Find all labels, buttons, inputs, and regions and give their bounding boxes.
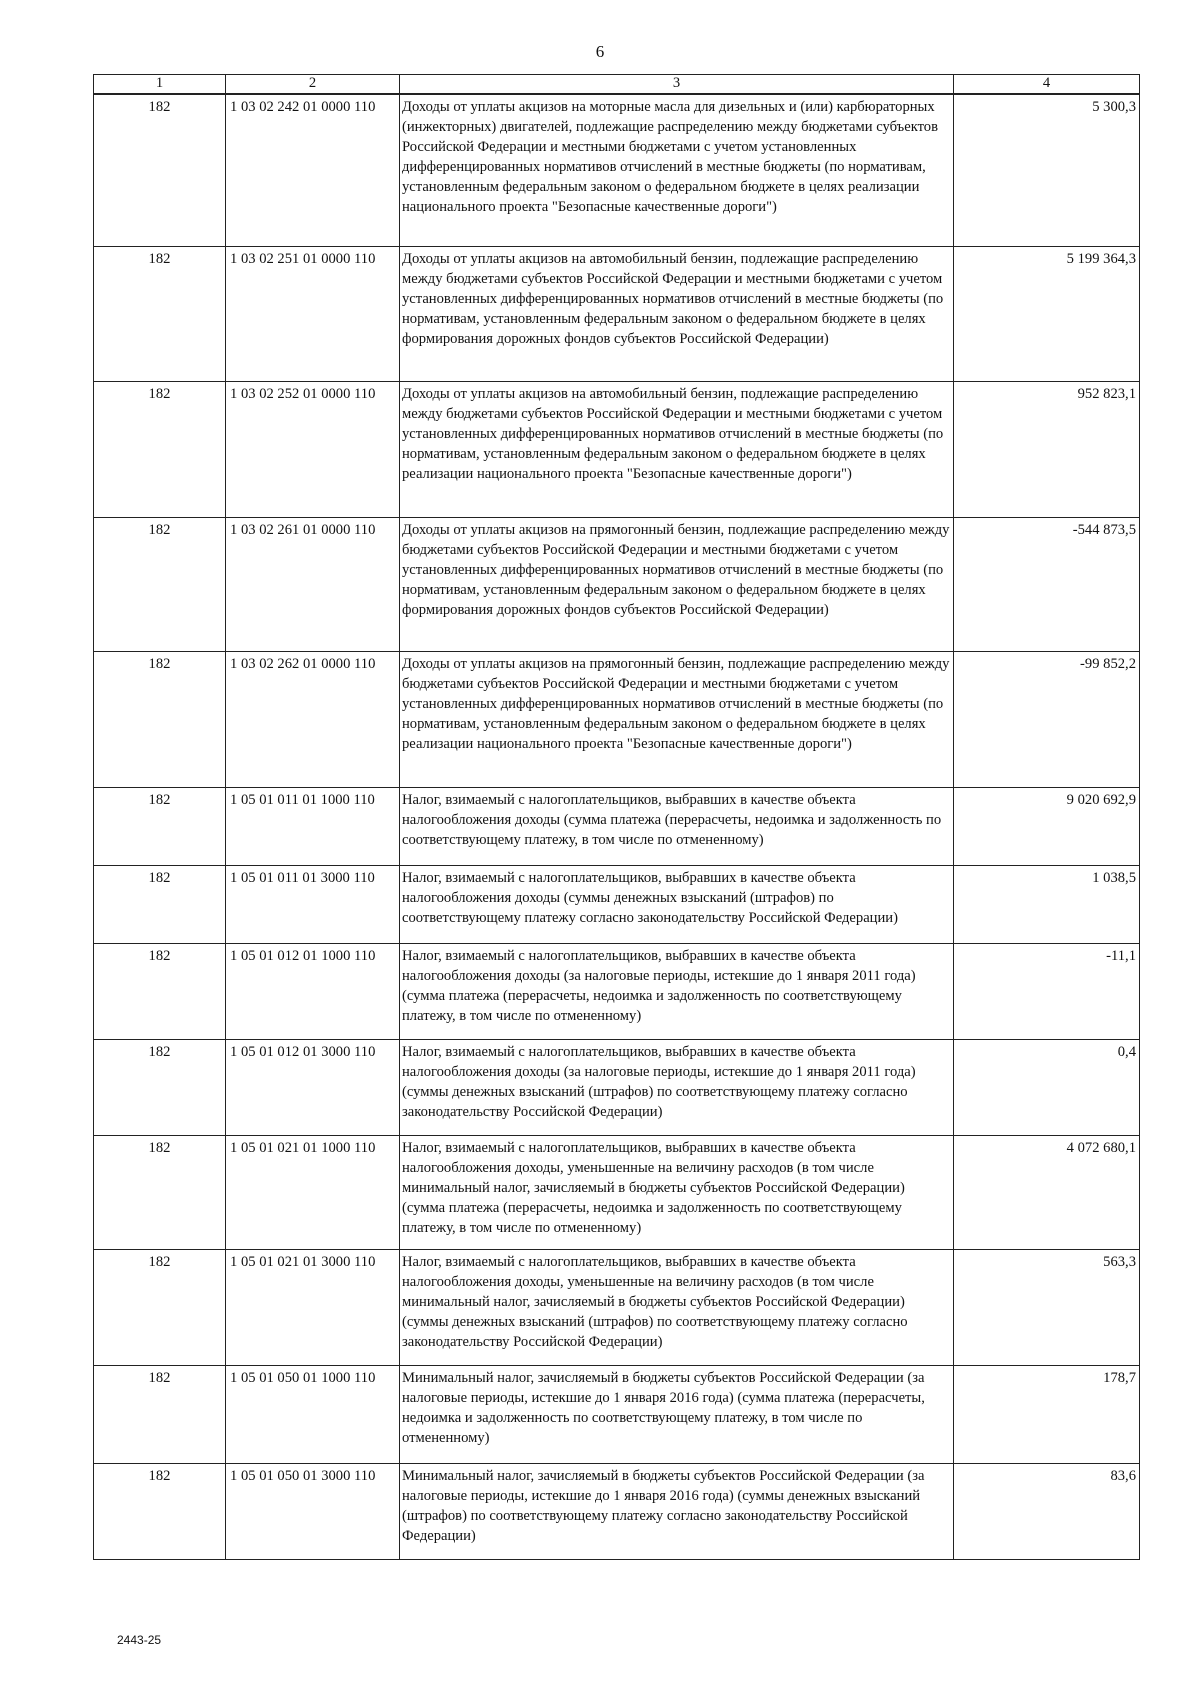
amount-cell: 5 300,3: [954, 94, 1140, 246]
document-code: 2443-25: [117, 1633, 162, 1647]
amount-cell: 5 199 364,3: [954, 246, 1140, 381]
table-row: [94, 943, 1140, 1039]
admin-code-cell: 182: [94, 517, 226, 651]
table-row: [94, 246, 1140, 381]
description-cell: Налог, взимаемый с налогоплательщиков, выбравших в качестве объекта налогообложения доходы (сумма платежа (перерасчеты, недоимка и задолженность по соответствующему платежу, в том числе по отмененному): [400, 787, 954, 865]
amount-cell: 4 072 680,1: [954, 1135, 1140, 1249]
admin-code-cell: 182: [94, 943, 226, 1039]
amount-cell: 563,3: [954, 1249, 1140, 1365]
amount-cell: -99 852,2: [954, 651, 1140, 787]
budget-code-cell: 1 05 01 050 01 1000 110: [226, 1365, 400, 1463]
description-cell: Доходы от уплаты акцизов на автомобильный бензин, подлежащие распределению между бюджетами субъектов Российской Федерации и местными бюджетами с учетом установленных дифференцированных нормативов отчислений в местные бюджеты (по нормативам, установленным федеральным законом о федеральном бюджете в целях формирования дорожных фондов субъектов Российской Федерации): [400, 246, 954, 381]
description-cell: Налог, взимаемый с налогоплательщиков, выбравших в качестве объекта налогообложения доходы (за налоговые периоды, истекшие до 1 января 2011 года) (сумма платежа (перерасчеты, недоимка и задолженность по соответствующему платежу, в том числе по отмененному): [400, 943, 954, 1039]
column-header-2: 2: [226, 75, 400, 95]
description-cell: Налог, взимаемый с налогоплательщиков, выбравших в качестве объекта налогообложения доходы (за налоговые периоды, истекшие до 1 января 2011 года) (суммы денежных взысканий (штрафов) по соответствующему платежу согласно законодательству Российской Федерации): [400, 1039, 954, 1135]
description-cell: Доходы от уплаты акцизов на прямогонный бензин, подлежащие распределению между бюджетами субъектов Российской Федерации и местными бюджетами с учетом установленных дифференцированных нормативов отчислений в местные бюджеты (по нормативам, установленным федеральным законом о федеральном бюджете в целях реализации национального проекта "Безопасные качественные дороги"): [400, 651, 954, 787]
table-row: [94, 1249, 1140, 1365]
table-row: [94, 651, 1140, 787]
table-row: [94, 517, 1140, 651]
budget-code-cell: 1 03 02 251 01 0000 110: [226, 246, 400, 381]
revenue-table: [93, 74, 1140, 1560]
table-row: [94, 1135, 1140, 1249]
table-row: [94, 1039, 1140, 1135]
table-header-row: [94, 75, 1140, 95]
budget-code-cell: 1 05 01 011 01 1000 110: [226, 787, 400, 865]
column-header-3: 3: [400, 75, 954, 95]
budget-code-cell: 1 05 01 011 01 3000 110: [226, 865, 400, 943]
admin-code-cell: 182: [94, 651, 226, 787]
table-row: [94, 787, 1140, 865]
table-row: [94, 865, 1140, 943]
admin-code-cell: 182: [94, 1365, 226, 1463]
admin-code-cell: 182: [94, 246, 226, 381]
admin-code-cell: 182: [94, 1039, 226, 1135]
page-number: 6: [595, 42, 605, 61]
budget-code-cell: 1 05 01 012 01 3000 110: [226, 1039, 400, 1135]
budget-code-cell: 1 05 01 050 01 3000 110: [226, 1463, 400, 1559]
admin-code-cell: 182: [94, 1463, 226, 1559]
description-cell: Доходы от уплаты акцизов на моторные масла для дизельных и (или) карбюраторных (инжекторных) двигателей, подлежащие распределению между бюджетами субъектов Российской Федерации и местными бюджетами с учетом установленных дифференцированных нормативов отчислений в местные бюджеты (по нормативам, установленным федеральным законом о федеральном бюджете в целях реализации национального проекта "Безопасные качественные дороги"): [400, 94, 954, 246]
table-row: [94, 94, 1140, 246]
budget-code-cell: 1 05 01 021 01 1000 110: [226, 1135, 400, 1249]
description-cell: Минимальный налог, зачисляемый в бюджеты субъектов Российской Федерации (за налоговые периоды, истекшие до 1 января 2016 года) (суммы денежных взысканий (штрафов) по соответствующему платежу согласно законодательству Российской Федерации): [400, 1463, 954, 1559]
budget-code-cell: 1 03 02 252 01 0000 110: [226, 381, 400, 517]
admin-code-cell: 182: [94, 865, 226, 943]
amount-cell: 9 020 692,9: [954, 787, 1140, 865]
admin-code-cell: 182: [94, 94, 226, 246]
table-row: [94, 381, 1140, 517]
amount-cell: 83,6: [954, 1463, 1140, 1559]
admin-code-cell: 182: [94, 1249, 226, 1365]
admin-code-cell: 182: [94, 1135, 226, 1249]
admin-code-cell: 182: [94, 381, 226, 517]
description-cell: Минимальный налог, зачисляемый в бюджеты субъектов Российской Федерации (за налоговые периоды, истекшие до 1 января 2016 года) (сумма платежа (перерасчеты, недоимка и задолженность по соответствующему платежу, в том числе по отмененному): [400, 1365, 954, 1463]
amount-cell: 178,7: [954, 1365, 1140, 1463]
amount-cell: -11,1: [954, 943, 1140, 1039]
column-header-1: 1: [94, 75, 226, 95]
description-cell: Налог, взимаемый с налогоплательщиков, выбравших в качестве объекта налогообложения доходы, уменьшенные на величину расходов (в том числе минимальный налог, зачисляемый в бюджеты субъектов Российской Федерации) (сумма платежа (перерасчеты, недоимка и задолженность по соответствующему платежу, в том числе по отмененному): [400, 1135, 954, 1249]
amount-cell: 0,4: [954, 1039, 1140, 1135]
table-row: [94, 1463, 1140, 1559]
budget-code-cell: 1 05 01 021 01 3000 110: [226, 1249, 400, 1365]
description-cell: Доходы от уплаты акцизов на автомобильный бензин, подлежащие распределению между бюджетами субъектов Российской Федерации и местными бюджетами с учетом установленных дифференцированных нормативов отчислений в местные бюджеты (по нормативам, установленным федеральным законом о федеральном бюджете в целях реализации национального проекта "Безопасные качественные дороги"): [400, 381, 954, 517]
table-row: [94, 1365, 1140, 1463]
description-cell: Налог, взимаемый с налогоплательщиков, выбравших в качестве объекта налогообложения доходы, уменьшенные на величину расходов (в том числе минимальный налог, зачисляемый в бюджеты субъектов Российской Федерации) (суммы денежных взысканий (штрафов) по соответствующему платежу согласно законодательству Российской Федерации): [400, 1249, 954, 1365]
budget-code-cell: 1 03 02 262 01 0000 110: [226, 651, 400, 787]
budget-code-cell: 1 03 02 261 01 0000 110: [226, 517, 400, 651]
admin-code-cell: 182: [94, 787, 226, 865]
amount-cell: 1 038,5: [954, 865, 1140, 943]
description-cell: Доходы от уплаты акцизов на прямогонный бензин, подлежащие распределению между бюджетами субъектов Российской Федерации и местными бюджетами с учетом установленных дифференцированных нормативов отчислений в местные бюджеты (по нормативам, установленным федеральным законом о федеральном бюджете в целях формирования дорожных фондов субъектов Российской Федерации): [400, 517, 954, 651]
budget-code-cell: 1 05 01 012 01 1000 110: [226, 943, 400, 1039]
amount-cell: -544 873,5: [954, 517, 1140, 651]
amount-cell: 952 823,1: [954, 381, 1140, 517]
column-header-4: 4: [954, 75, 1140, 95]
description-cell: Налог, взимаемый с налогоплательщиков, выбравших в качестве объекта налогообложения доходы (суммы денежных взысканий (штрафов) по соответствующему платежу согласно законодательству Российской Федерации): [400, 865, 954, 943]
budget-code-cell: 1 03 02 242 01 0000 110: [226, 94, 400, 246]
